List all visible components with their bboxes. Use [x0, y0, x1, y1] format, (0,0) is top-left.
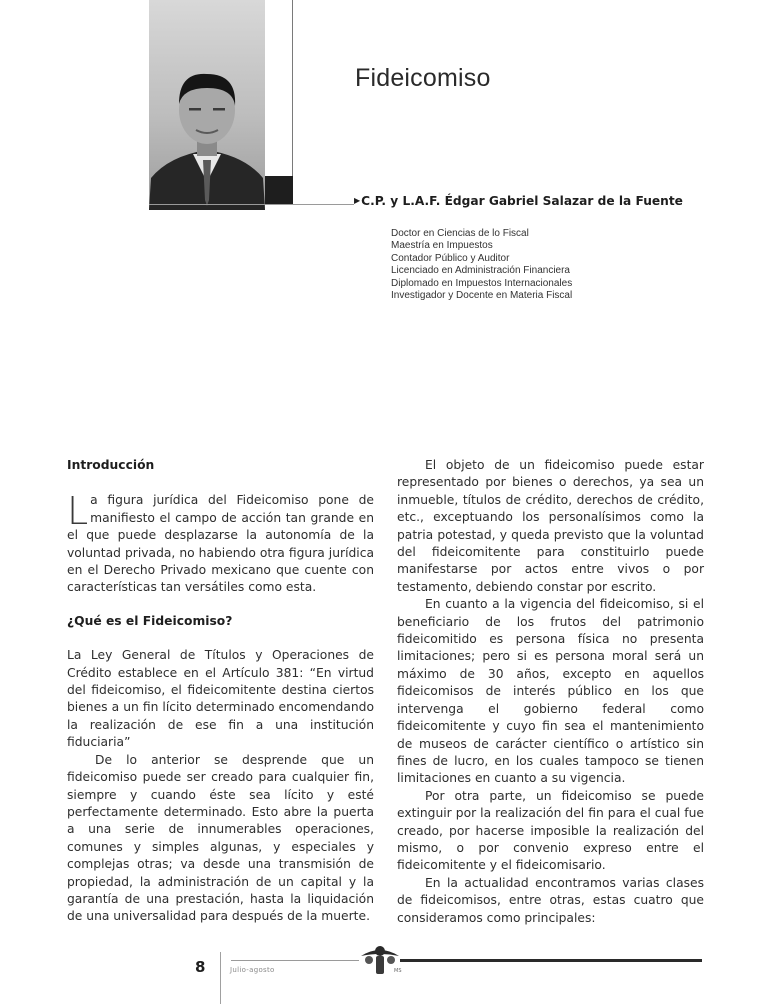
footer-divider — [220, 952, 221, 1004]
header-frame-line — [292, 0, 293, 176]
right-column — [397, 457, 704, 927]
photo-accent-block — [265, 176, 293, 204]
page-number: 8 — [195, 958, 206, 976]
logo-tag: MS — [394, 968, 402, 974]
intro-paragraph — [67, 489, 374, 596]
body-paragraph: El objeto de un fideicomiso puede estar representado por bienes o derechos, ya sea un inmueble, títulos de crédito, derechos de crédito, etc., exceptuando los personalísimos como la patria potestad, y queda previsto que la voluntad del fideicomitente para constituirlo puede manifestarse por actos entre vivos o por testamento, debiendo constar por escrito. — [397, 458, 704, 594]
author-rule — [149, 204, 354, 205]
footer-rule-left — [231, 960, 359, 961]
author-byline — [354, 194, 683, 208]
credential-item: Contador Público y Auditor — [391, 252, 510, 264]
body-paragraph: De lo anterior se desprende que un fideicomiso puede ser creado para cualquier fin, siempre y cuando éste sea lícito y esté perfectamente determinado. Esto abre la puerta a una serie de innumerables operaciones, comunes y simples algunas, y especiales y complejas otras; va desde una transmisión de propiedad, la administración de un capital y la garantía de una prestación, hasta la liquidación de una universalidad para después de la muerte. — [67, 752, 374, 924]
article-title: Fideicomiso — [355, 64, 491, 92]
credential-item: Doctor en Ciencias de lo Fiscal — [391, 228, 529, 239]
triangle-right-icon: ▶ — [354, 196, 361, 205]
intro-text: a figura jurídica del Fideicomiso pone de manifiesto el campo de acción tan grande en el que puede desplazarse la autonomía de la voluntad privada, no habiendo otra figura jurídica en el Derecho Privado mexicano que cuente con características tan versátiles como esta. — [67, 493, 374, 595]
credential-item: Diplomado en Impuestos Internacionales — [391, 277, 573, 289]
author-name: C.P. y L.A.F. Édgar Gabriel Salazar de la Fuente — [361, 194, 683, 208]
footer-rule-right — [400, 959, 702, 962]
author-photo — [149, 0, 265, 210]
left-column — [67, 457, 374, 926]
credential-item: Licenciado en Administración Financiera — [391, 265, 570, 277]
issue-label: Julio-agosto — [230, 966, 275, 974]
drop-cap: L — [67, 489, 89, 534]
definition-paragraph: La Ley General de Títulos y Operaciones de Crédito establece en el Artículo 381: “En virtud del fideicomiso, el fideicomitente destina ciertos bienes a un fin lícito determinado encomendando la realización de ese fin a una institución fiduciaria” — [67, 648, 374, 750]
what-heading: ¿Qué es el Fideicomiso? — [67, 613, 233, 628]
intro-heading: Introducción — [67, 458, 155, 472]
credential-item: Maestría en Impuestos — [391, 240, 493, 252]
author-credentials — [391, 228, 572, 302]
body-paragraph: En cuanto a la vigencia del fideicomiso, si el beneficiario de los frutos del patrimonio fideicomitido es persona física no presenta limitaciones; pero si es persona moral será un máximo de 30 años, excepto en aquellos fideicomisos de interés público en los que intervenga el gobierno federal como fideicomitente y cuyo fin sea el mantenimiento de museos de carácter científico o artístico sin fines de lucro, en los cuales tampoco se tienen limitaciones en cuanto a su vigencia. — [397, 597, 704, 786]
body-paragraph: Por otra parte, un fideicomiso se puede extinguir por la realización del fin para el cual fue creado, por hacerse imposible la realización del mismo, o por convenio expreso entre el fideicomitente y el fideicomisario. — [397, 788, 704, 873]
body-paragraph: En la actualidad encontramos varias clases de fideicomisos, entre otras, estas cuatro que consideramos como principales: — [397, 875, 704, 925]
author-portrait-image — [149, 60, 265, 210]
credential-item: Investigador y Docente en Materia Fiscal — [391, 290, 573, 302]
